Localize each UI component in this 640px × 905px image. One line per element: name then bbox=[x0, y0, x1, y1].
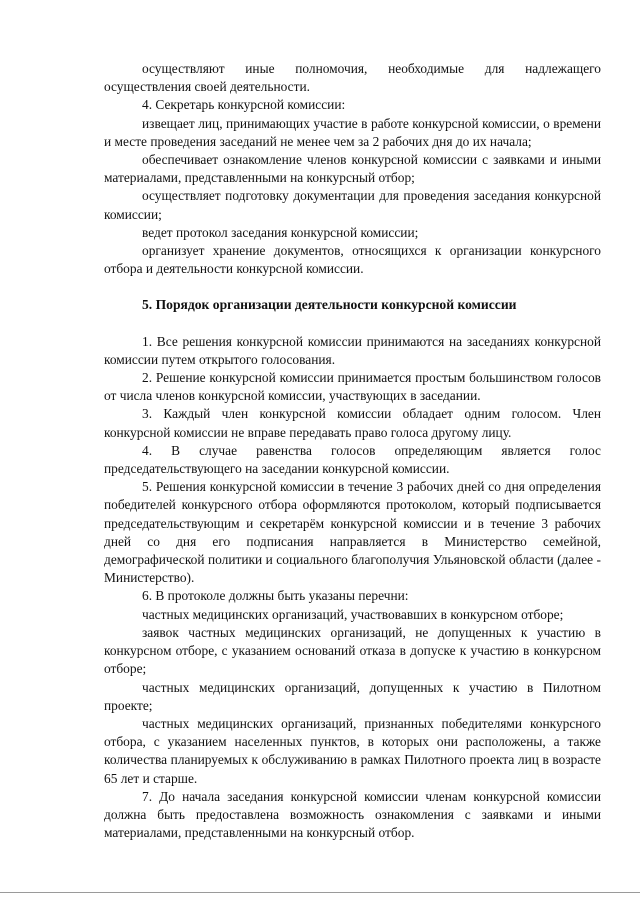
paragraph-rule-5: 5. Решения конкурсной комиссии в течение 3 рабочих дней со дня определения победителей конкурсного отбора оформляются протоколом, который подписывается председательствующим и секретарём конкурсной комиссии и в течение 3 рабочих дней со дня его подписания направляется в Министерство семейной, демографической политики и социального благополучия Ульяновской области (далее - Министерство). bbox=[104, 479, 601, 586]
paragraph-rule-1: 1. Все решения конкурсной комиссии принимаются на заседаниях конкурсной комиссии путем открытого голосования. bbox=[104, 333, 601, 367]
list-item-winners: частных медицинских организаций, признанных победителями конкурсного отбора, с указанием населенных пунктов, в которых они расположены, а также количества планируемых к обслуживанию в рамках Пилотного проекта лиц в возрасте 65 лет и старше. bbox=[104, 715, 601, 786]
paragraph-secretary: 4. Секретарь конкурсной комиссии: bbox=[142, 97, 346, 113]
paragraph-storage: организует хранение документов, относящихся к организации конкурсного отбора и деятельности конкурсной комиссии. bbox=[104, 243, 601, 277]
list-item-rejected: заявок частных медицинских организаций, не допущенных к участию в конкурсном отборе, с указанием оснований отказа в допуске к участию в конкурсном отборе; bbox=[104, 624, 601, 677]
list-item-participants: частных медицинских организаций, участвовавших в конкурсном отборе; bbox=[142, 606, 564, 622]
paragraph-prepare-docs: осуществляет подготовку документации для проведения заседания конкурсной комиссии; bbox=[104, 188, 601, 222]
paragraph-rule-7: 7. До начала заседания конкурсной комиссии членам конкурсной комиссии должна быть предоставлена возможность ознакомления с заявками и иными материалами, представленными на конкурсный отбор. bbox=[104, 788, 601, 841]
paragraph-rule-6: 6. В протоколе должны быть указаны перечни: bbox=[142, 588, 409, 604]
list-item-admitted: частных медицинских организаций, допущенных к участию в Пилотном проекте; bbox=[104, 679, 601, 713]
paragraph-notify: извещает лиц, принимающих участие в работе конкурсной комиссии, о времени и месте проведения заседаний не менее чем за 2 рабочих дня до их начала; bbox=[104, 115, 601, 149]
paragraph-rule-2: 2. Решение конкурсной комиссии принимается простым большинством голосов от числа членов конкурсной комиссии, участвующих в заседании. bbox=[104, 370, 601, 404]
paragraph-powers: осуществляют иные полномочия, необходимые для надлежащего осуществления своей деятельности. bbox=[104, 61, 601, 95]
page-bottom-rule bbox=[0, 892, 640, 893]
document-page bbox=[104, 60, 601, 842]
paragraph-rule-3: 3. Каждый член конкурсной комиссии обладает одним голосом. Член конкурсной комиссии не вправе передавать право голоса другому лицу. bbox=[104, 406, 601, 440]
section-heading: 5. Порядок организации деятельности конкурсной комиссии bbox=[142, 297, 517, 313]
paragraph-minutes: ведет протокол заседания конкурсной комиссии; bbox=[142, 224, 419, 240]
paragraph-familiarize: обеспечивает ознакомление членов конкурсной комиссии с заявками и иными материалами, представленными на конкурсный отбор; bbox=[104, 152, 601, 186]
paragraph-rule-4: 4. В случае равенства голосов определяющим является голос председательствующего на заседании конкурсной комиссии. bbox=[104, 442, 601, 477]
